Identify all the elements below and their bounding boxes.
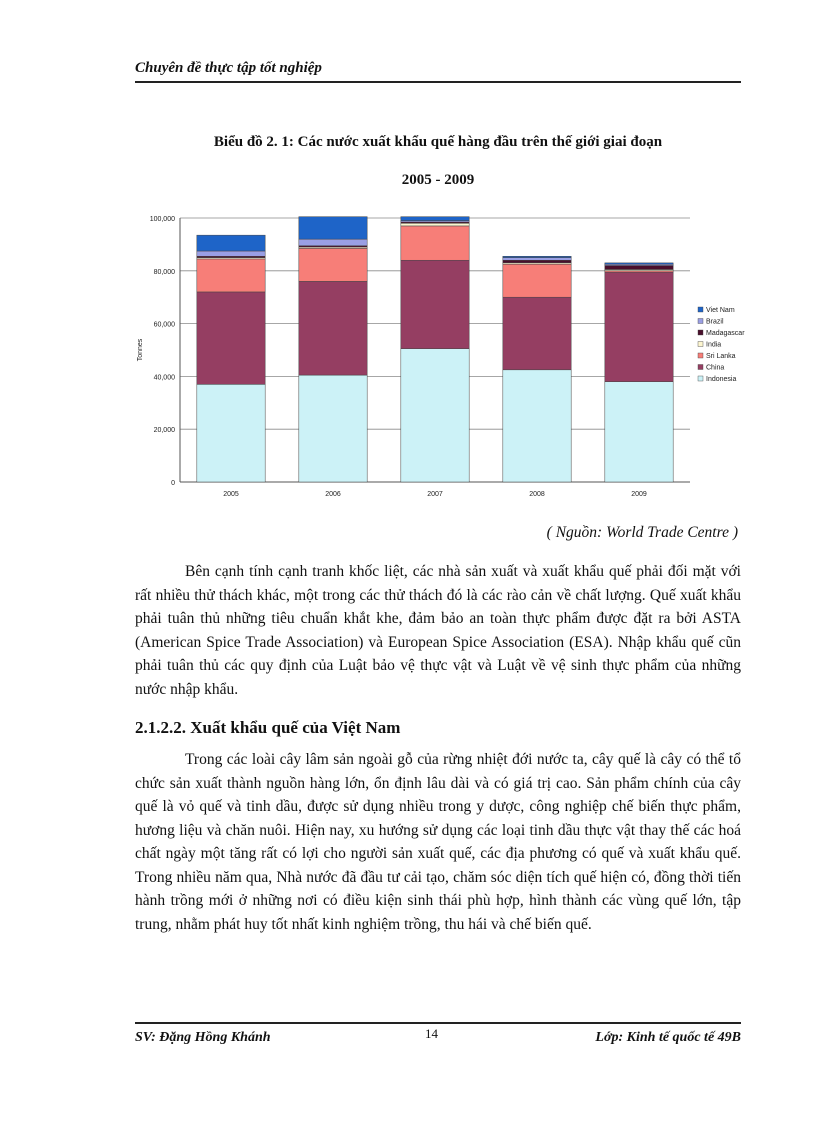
chart-source: ( Nguồn: World Trade Centre ) bbox=[546, 524, 738, 541]
bar-segment bbox=[503, 264, 571, 297]
y-tick-label: 40,000 bbox=[153, 374, 175, 382]
chart-caption-line2: 2005 - 2009 bbox=[401, 172, 475, 188]
legend-swatch bbox=[698, 330, 703, 335]
bar-segment bbox=[401, 260, 469, 348]
legend-swatch bbox=[698, 319, 703, 324]
legend-label: China bbox=[706, 364, 725, 372]
document-header bbox=[135, 60, 741, 83]
bar-segment bbox=[197, 259, 265, 292]
paragraph-2: Trong các loài cây lâm sản ngoài gỗ của rừng nhiệt đới nước ta, cây quế là cây có thể tổ chức sản xuất thành nguồn hàng lớn, ổn định lâu dài và có giá trị cao. Sản phẩm chính của cây quế là vỏ quế và tinh dầu, được sử dụng nhiều trong y dược, công nghiệp chế biến thực phẩm, hương liệu và chăn nuôi. Hiện nay, xu hướng sử dụng các loại tinh dầu thực vật thay thế các hoá chất ngày một tăng rất có lợi cho người sản xuất quế, các địa phương có quế và xuất khẩu quế. Trong nhiều năm qua, Nhà nước đã đầu tư cải tạo, chăm sóc diện tích quế hiện có, đồng thời tiến hành trồng mới ở những nơi có điều kiện sinh thái phù hợp, hình thành các vùng quế lớn, tập trung, nhằm phát huy tốt nhất kinh nghiệm trồng, thu hái và chế biến quế. bbox=[135, 751, 741, 933]
legend-label: Viet Nam bbox=[706, 307, 735, 314]
paragraph-1: Bên cạnh tính cạnh tranh khốc liệt, các nhà sản xuất và xuất khẩu quế phải đối mặt với rất nhiều thử thách khác, một trong các thử thách đó là các rào cản về chất lượng. Quế xuất khẩu phải tuân thủ những tiêu chuẩn khắt khe, đảm bảo an toàn thực phẩm được đặt ra bởi ASTA (American Spice Trade Association) và European Spice Association (ESA). Nhập khẩu quế cũn phải tuân thủ các quy định của Luật bảo vệ thực vật và Luật về vệ sinh thực phẩm của những nước nhập khẩu. bbox=[135, 563, 741, 698]
bar-segment bbox=[401, 217, 469, 221]
x-tick-label: 2008 bbox=[529, 491, 545, 498]
chart-caption-line1: Biểu đồ 2. 1: Các nước xuất khẩu quế hàng đầu trên thế giới giai đoạn bbox=[213, 134, 663, 150]
bar-segment bbox=[299, 239, 367, 246]
legend-label: India bbox=[706, 341, 722, 349]
bar-segment bbox=[299, 375, 367, 482]
legend-swatch bbox=[698, 376, 703, 381]
bar-segment bbox=[299, 281, 367, 375]
stacked-bar-chart bbox=[130, 208, 770, 508]
legend-label: Brazil bbox=[706, 318, 724, 326]
legend-label: Madagascar bbox=[706, 330, 745, 337]
legend-label: Sri Lanka bbox=[706, 353, 736, 360]
legend-swatch bbox=[698, 365, 703, 370]
y-tick-label: 100,000 bbox=[149, 216, 175, 223]
bar-segment bbox=[197, 251, 265, 256]
document-footer bbox=[135, 1022, 741, 1045]
bar-segment bbox=[401, 223, 469, 226]
x-tick-label: 2009 bbox=[631, 491, 647, 498]
bar-segment bbox=[605, 266, 673, 270]
x-tick-label: 2005 bbox=[223, 491, 239, 498]
bar-segment bbox=[503, 258, 571, 261]
y-axis-label: Tonnes bbox=[137, 338, 144, 362]
bar-segment bbox=[503, 256, 571, 257]
legend-label: Indonesia bbox=[706, 376, 737, 383]
bar-segment bbox=[401, 349, 469, 482]
bar-segment bbox=[197, 292, 265, 384]
page-number: 14 bbox=[425, 1026, 438, 1041]
bar-segment bbox=[401, 226, 469, 260]
bar-segment bbox=[197, 235, 265, 251]
bar-segment bbox=[197, 384, 265, 482]
y-tick-label: 0 bbox=[171, 480, 175, 487]
legend-swatch bbox=[698, 342, 703, 347]
bar-segment bbox=[299, 248, 367, 281]
y-tick-label: 80,000 bbox=[153, 268, 175, 276]
footer-class: Lớp: Kinh tế quốc tế 49B bbox=[595, 1030, 741, 1045]
y-tick-label: 60,000 bbox=[153, 321, 175, 329]
header-title: Chuyên đề thực tập tốt nghiệp bbox=[135, 60, 322, 76]
x-tick-label: 2006 bbox=[325, 491, 341, 498]
footer-student: SV: Đặng Hồng Khánh bbox=[135, 1030, 271, 1045]
legend-swatch bbox=[698, 307, 703, 312]
bar-segment bbox=[503, 297, 571, 370]
bar-segment bbox=[605, 382, 673, 482]
bar-segment bbox=[605, 263, 673, 264]
section-heading: 2.1.2.2. Xuất khẩu quế của Việt Nam bbox=[135, 718, 401, 737]
x-tick-label: 2007 bbox=[427, 491, 443, 498]
bar-segment bbox=[503, 370, 571, 482]
bar-segment bbox=[503, 260, 571, 263]
legend-swatch bbox=[698, 353, 703, 358]
y-tick-label: 20,000 bbox=[153, 427, 175, 435]
bar-segment bbox=[605, 272, 673, 382]
bar-segment bbox=[299, 217, 367, 239]
